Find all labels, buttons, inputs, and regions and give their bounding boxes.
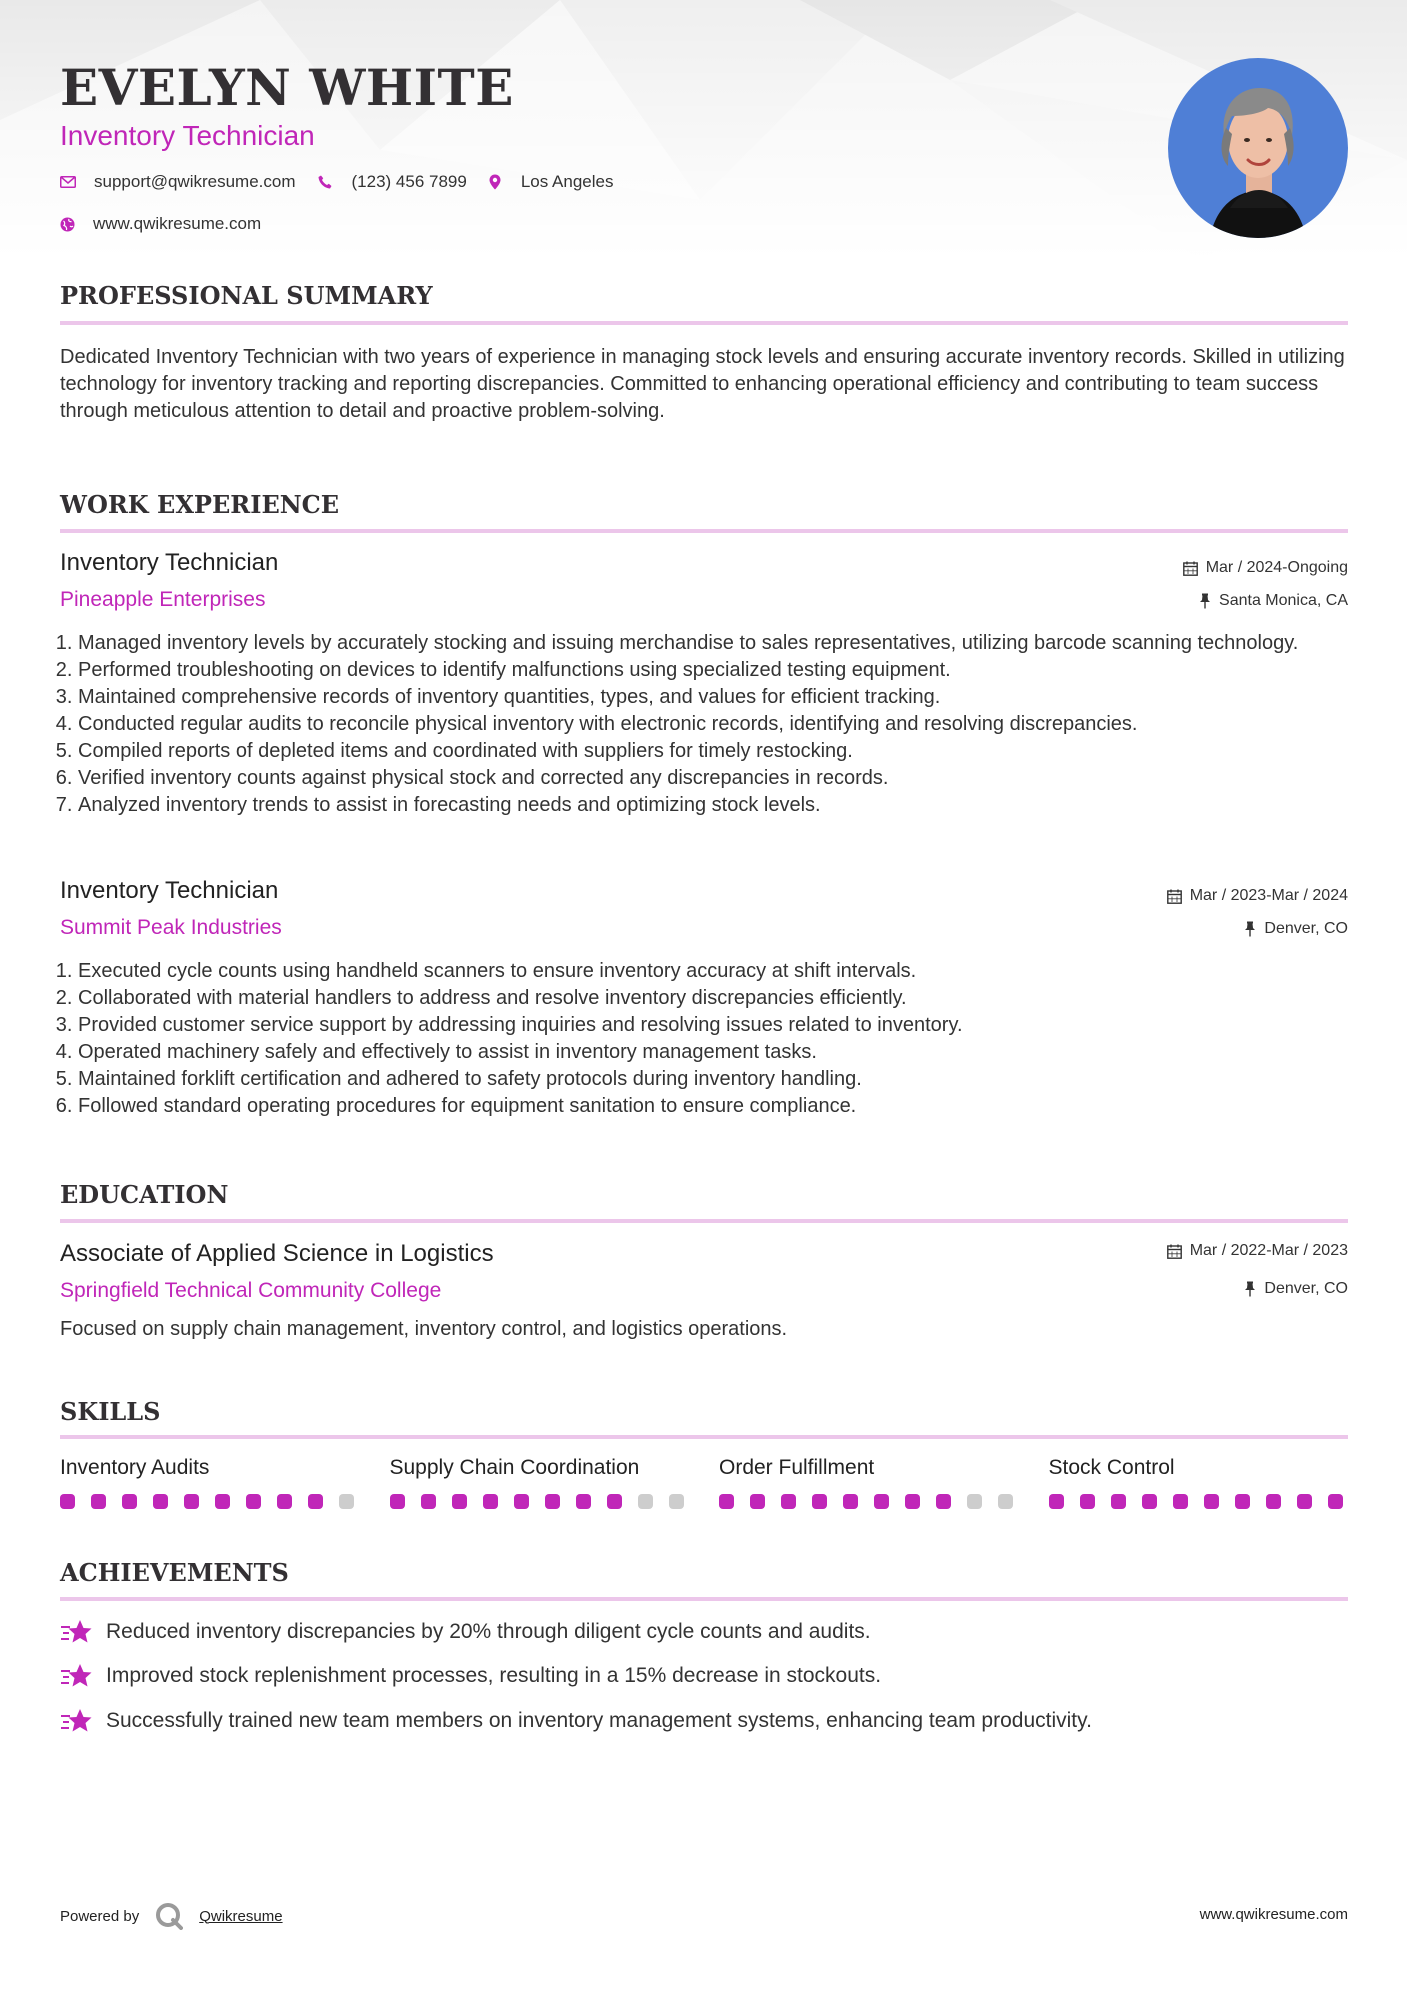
job-dates-text: Mar / 2023-Mar / 2024: [1189, 887, 1348, 904]
skills-list: [60, 1456, 1348, 1509]
powered-by-label: Powered by: [60, 1907, 140, 1925]
calendar-icon: [1167, 1244, 1182, 1259]
skill-dot-filled: [1235, 1494, 1250, 1509]
responsibility-item: 7. Analyzed inventory trends to assist in forecasting needs and optimizing stock levels.: [78, 792, 1348, 819]
experience-heading: WORK EXPERIENCE: [60, 490, 340, 519]
skills-divider: [60, 1435, 1348, 1439]
shooting-star-icon: [60, 1618, 92, 1646]
skill-dot-filled: [750, 1494, 765, 1509]
responsibility-item: 6. Followed standard operating procedures for equipment sanitation to ensure compliance.: [78, 1093, 1348, 1120]
skill-dot-filled: [483, 1494, 498, 1509]
summary-text: Dedicated Inventory Technician with two years of experience in managing stock levels and ensuring accurate inventory records. Skilled in utilizing technology for inventory tracking and reporting discrepancies. Committed to enhancing operational efficiency and contributing to team success through meticulous attention to detail and proactive problem-solving.: [60, 346, 1345, 422]
skill-dot-filled: [719, 1494, 734, 1509]
skill-dot-filled: [843, 1494, 858, 1509]
responsibility-item: 1. Executed cycle counts using handheld scanners to ensure inventory accuracy at shift intervals.: [78, 958, 1348, 985]
contact-phone[interactable]: [318, 172, 467, 192]
skill-item: [719, 1456, 1019, 1509]
skill-dot-filled: [122, 1494, 137, 1509]
candidate-role: Inventory Technician: [60, 120, 315, 151]
job-location: [1244, 920, 1348, 938]
skill-name: Order Fulfillment: [719, 1456, 875, 1479]
skill-dot-filled: [1328, 1494, 1343, 1509]
school-name: Springfield Technical Community College: [60, 1279, 442, 1302]
education-heading: EDUCATION: [60, 1180, 229, 1209]
achievements-divider: [60, 1597, 1348, 1601]
skill-dot-empty: [967, 1494, 982, 1509]
responsibility-item: 3. Provided customer service support by addressing inquiries and resolving issues related to inventory.: [78, 1012, 1348, 1039]
portrait-illustration: [1168, 58, 1348, 238]
skill-rating: [390, 1494, 690, 1509]
skill-item: [390, 1456, 690, 1509]
responsibility-item: 2. Collaborated with material handlers to address and resolve inventory discrepancies efficiently.: [78, 985, 1348, 1012]
skill-dot-empty: [638, 1494, 653, 1509]
skill-dot-filled: [1111, 1494, 1126, 1509]
job-location-text: Santa Monica, CA: [1219, 592, 1348, 609]
skill-dot-filled: [215, 1494, 230, 1509]
skill-dot-filled: [1049, 1494, 1064, 1509]
education-location: [1244, 1280, 1348, 1298]
job-company: Pineapple Enterprises: [60, 588, 266, 611]
shooting-star-icon: [60, 1662, 92, 1690]
achievement-item: [60, 1618, 871, 1646]
skill-dot-filled: [607, 1494, 622, 1509]
education-description: Focused on supply chain management, inventory control, and logistics operations.: [60, 1318, 788, 1340]
skill-dot-filled: [184, 1494, 199, 1509]
skill-dot-filled: [781, 1494, 796, 1509]
experience-divider: [60, 529, 1348, 533]
achievement-item: [60, 1662, 881, 1690]
skill-dot-filled: [1297, 1494, 1312, 1509]
skill-dot-filled: [905, 1494, 920, 1509]
job-company: Summit Peak Industries: [60, 916, 282, 939]
contact-row: [60, 172, 635, 192]
pushpin-icon: [1199, 593, 1211, 609]
skill-item: [60, 1456, 360, 1509]
summary-divider: [60, 321, 1348, 325]
job-dates: [1183, 559, 1348, 577]
responsibility-item: 6. Verified inventory counts against physical stock and corrected any discrepancies in records.: [78, 765, 1348, 792]
summary-heading: PROFESSIONAL SUMMARY: [60, 281, 433, 310]
achievement-item: [60, 1707, 1092, 1735]
skill-dot-filled: [246, 1494, 261, 1509]
job-location-text: Denver, CO: [1264, 920, 1348, 937]
footer-website[interactable]: www.qwikresume.com: [1199, 1906, 1348, 1923]
degree-title: Associate of Applied Science in Logistics: [60, 1240, 494, 1267]
skill-dot-filled: [153, 1494, 168, 1509]
skill-dot-filled: [576, 1494, 591, 1509]
phone-icon: [318, 175, 332, 189]
skill-dot-filled: [91, 1494, 106, 1509]
calendar-icon: [1183, 561, 1198, 576]
job-title: Inventory Technician: [60, 549, 279, 576]
skill-rating: [719, 1494, 1019, 1509]
pushpin-icon: [1244, 921, 1256, 937]
skill-dot-filled: [545, 1494, 560, 1509]
skill-dot-filled: [936, 1494, 951, 1509]
responsibility-item: 3. Maintained comprehensive records of inventory quantities, types, and values for efficient tracking.: [78, 684, 1348, 711]
skill-dot-empty: [998, 1494, 1013, 1509]
skill-name: Supply Chain Coordination: [389, 1456, 640, 1479]
skill-dot-filled: [874, 1494, 889, 1509]
map-marker-icon: [489, 174, 501, 190]
contact-row-website: [60, 214, 283, 234]
skill-rating: [60, 1494, 360, 1509]
qwikresume-logo-icon: [155, 1902, 183, 1930]
responsibility-item: 2. Performed troubleshooting on devices to identify malfunctions using specialized testing equipment.: [78, 657, 1348, 684]
skill-name: Inventory Audits: [60, 1456, 210, 1479]
responsibility-item: 1. Managed inventory levels by accurately stocking and issuing merchandise to sales representatives, utilizing barcode scanning technology.: [78, 630, 1348, 657]
skill-dot-filled: [812, 1494, 827, 1509]
skill-dot-filled: [60, 1494, 75, 1509]
contact-email[interactable]: [60, 172, 296, 192]
skill-dot-filled: [308, 1494, 323, 1509]
qwikresume-link[interactable]: Qwikresume: [199, 1907, 283, 1925]
profile-photo: [1168, 58, 1348, 238]
skill-dot-filled: [1080, 1494, 1095, 1509]
job-dates-text: Mar / 2024-Ongoing: [1205, 559, 1348, 576]
achievement-text: Improved stock replenishment processes, resulting in a 15% decrease in stockouts.: [106, 1664, 882, 1687]
contact-location: [489, 172, 614, 192]
pushpin-icon: [1244, 1281, 1256, 1297]
skill-dot-filled: [452, 1494, 467, 1509]
skill-dot-filled: [277, 1494, 292, 1509]
phone-text: (123) 456 7899: [351, 172, 467, 191]
job-title: Inventory Technician: [60, 877, 279, 904]
skills-heading: SKILLS: [60, 1397, 161, 1426]
skill-dot-filled: [1266, 1494, 1281, 1509]
achievement-text: Successfully trained new team members on inventory management systems, enhancing team productivity.: [106, 1709, 1092, 1732]
achievement-text: Reduced inventory discrepancies by 20% through diligent cycle counts and audits.: [106, 1620, 871, 1643]
skill-dot-empty: [339, 1494, 354, 1509]
email-text: support@qwikresume.com: [94, 172, 296, 191]
responsibility-item: 5. Compiled reports of depleted items and coordinated with suppliers for timely restocking.: [78, 738, 1348, 765]
candidate-name: EVELYN WHITE: [60, 58, 514, 117]
skill-dot-filled: [421, 1494, 436, 1509]
education-dates: [1167, 1242, 1348, 1260]
job-location: [1199, 592, 1348, 610]
education-location-text: Denver, CO: [1264, 1280, 1348, 1297]
envelope-icon: [60, 176, 76, 188]
footer-powered-by: [60, 1902, 283, 1930]
skill-dot-filled: [1204, 1494, 1219, 1509]
contact-website[interactable]: [60, 214, 261, 234]
education-divider: [60, 1219, 1348, 1223]
skill-dot-empty: [669, 1494, 684, 1509]
education-dates-text: Mar / 2022-Mar / 2023: [1189, 1242, 1348, 1259]
skill-dot-filled: [514, 1494, 529, 1509]
responsibility-item: 4. Operated machinery safely and effectively to assist in inventory management tasks.: [78, 1039, 1348, 1066]
achievements-heading: ACHIEVEMENTS: [60, 1558, 289, 1587]
location-text: Los Angeles: [520, 172, 614, 191]
skill-item: [1049, 1456, 1349, 1509]
job-dates: [1167, 887, 1348, 905]
skill-dot-filled: [1173, 1494, 1188, 1509]
calendar-icon: [1167, 889, 1182, 904]
skill-dot-filled: [390, 1494, 405, 1509]
skill-name: Stock Control: [1048, 1456, 1175, 1479]
globe-icon: [60, 217, 75, 232]
responsibility-item: 5. Maintained forklift certification and adhered to safety protocols during inventory handling.: [78, 1066, 1348, 1093]
skill-dot-filled: [1142, 1494, 1157, 1509]
website-text: www.qwikresume.com: [93, 214, 262, 233]
responsibility-item: 4. Conducted regular audits to reconcile physical inventory with electronic records, identifying and resolving discrepancies.: [78, 711, 1348, 738]
shooting-star-icon: [60, 1707, 92, 1735]
job-responsibilities: [60, 958, 1348, 1120]
skill-rating: [1049, 1494, 1349, 1509]
job-responsibilities: [60, 630, 1348, 819]
